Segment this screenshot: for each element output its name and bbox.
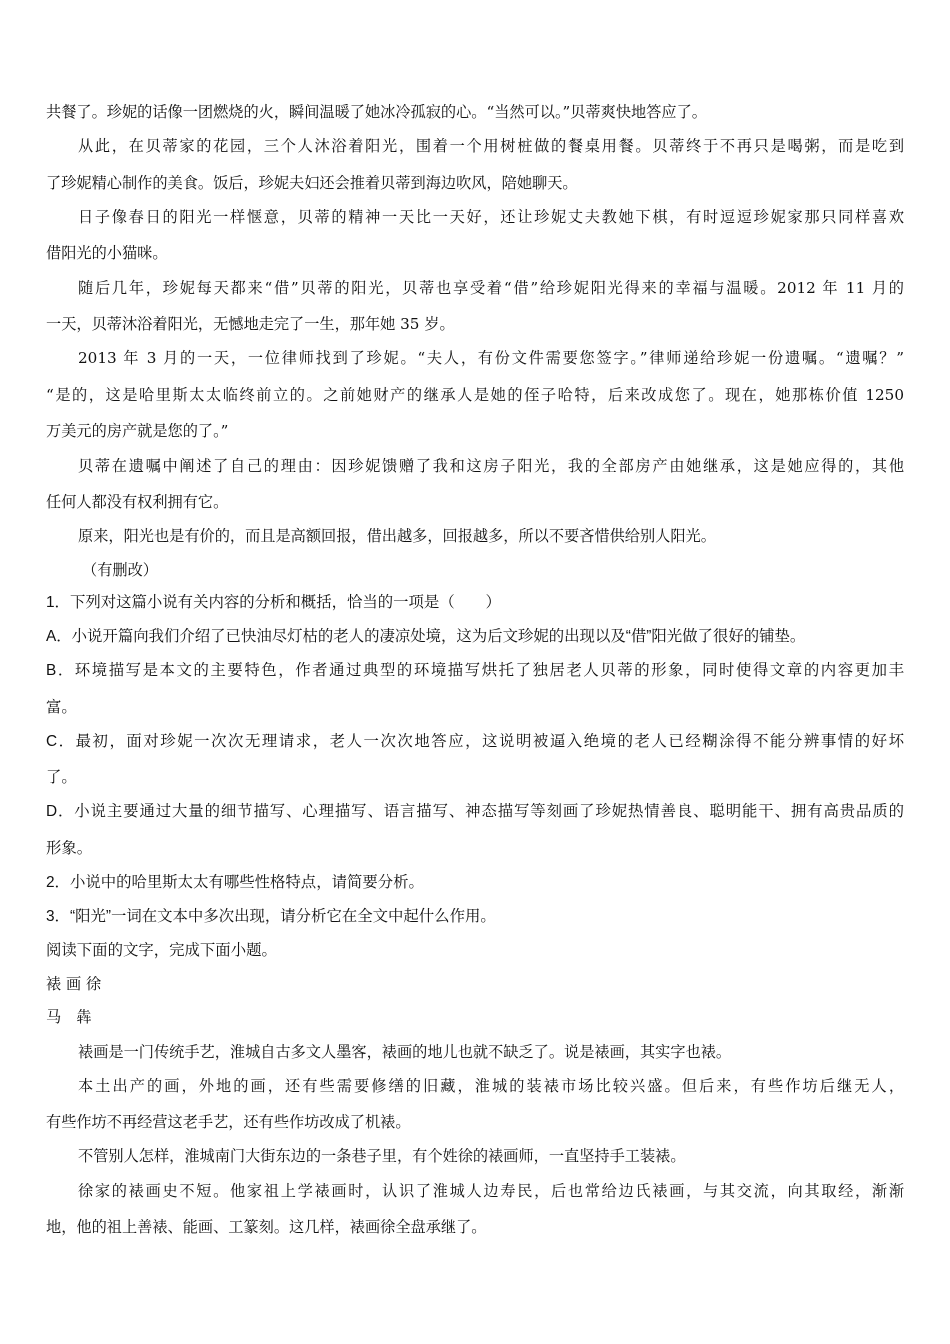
- paragraph-line: 裱画是一门传统手艺，淮城自古多文人墨客，裱画的地儿也就不缺乏了。说是裱画，其实字也裱。: [78, 1043, 732, 1061]
- paragraph-line: 了珍妮精心制作的美食。饭后，珍妮夫妇还会推着贝蒂到海边吹风，陪她聊天。: [46, 174, 578, 192]
- story-title: 裱 画 徐: [46, 975, 102, 993]
- option-c-cont: 了。: [46, 769, 77, 786]
- paragraph-line: 万美元的房产就是您的了。”: [46, 422, 229, 440]
- paragraph-line: 不管别人怎样，淮城南门大街东边的一条巷子里，有个姓徐的裱画师，一直坚持手工装裱。: [78, 1147, 686, 1165]
- paragraph-line: 从此，在贝蒂家的花园，三个人沐浴着阳光，围着一个用树桩做的餐桌用餐。贝蒂终于不再只是喝粥，而是吃到: [78, 137, 904, 155]
- paragraph-line: 2013 年 3 月的一天，一位律师找到了珍妮。“夫人，有份文件需要您签字。”律师递给珍妮一份遗嘱。“遗嘱？”: [78, 349, 904, 367]
- question-2: 2．小说中的哈里斯太太有哪些性格特点，请简要分析。: [46, 874, 424, 891]
- paragraph-line: 本土出产的画，外地的画，还有些需要修缮的旧藏，淮城的装裱市场比较兴盛。但后来，有些作坊后继无人，: [78, 1077, 904, 1095]
- paragraph-line: “是的，这是哈里斯太太临终前立的。之前她财产的继承人是她的侄子哈特，后来改成您了。现在，她那栋价值 1250: [46, 386, 904, 404]
- paragraph-line: 贝蒂在遗嘱中阐述了自己的理由：因珍妮馈赠了我和这房子阳光，我的全部房产由她继承，这是她应得的，其他: [78, 457, 904, 475]
- option-d: D．小说主要通过大量的细节描写、心理描写、语言描写、神态描写等刻画了珍妮热情善良、聪明能干、拥有高贵品质的: [46, 803, 904, 820]
- option-c: C．最初，面对珍妮一次次无理请求，老人一次次地答应，这说明被逼入绝境的老人已经糊涂得不能分辨事情的好坏: [46, 733, 904, 750]
- paragraph-line: 原来，阳光也是有价的，而且是高额回报，借出越多，回报越多，所以不要吝惜供给别人阳光。: [78, 527, 716, 545]
- paragraph-line: 随后几年，珍妮每天都来“借”贝蒂的阳光，贝蒂也享受着“借”给珍妮阳光得来的幸福与温暖。2012 年 11 月的: [78, 279, 904, 297]
- paragraph-line: 有些作坊不再经营这老手艺，还有些作坊改成了机裱。: [46, 1113, 411, 1131]
- option-a: A．小说开篇向我们介绍了已快油尽灯枯的老人的凄凉处境，这为后文珍妮的出现以及“借”阳光做了很好的铺垫。: [46, 628, 806, 645]
- option-d-cont: 形象。: [46, 840, 93, 857]
- paragraph-line: 日子像春日的阳光一样惬意，贝蒂的精神一天比一天好，还让珍妮丈夫教她下棋，有时逗逗珍妮家那只同样喜欢: [78, 208, 904, 226]
- paragraph-line: 共餐了。珍妮的话像一团燃烧的火，瞬间温暖了她冰冷孤寂的心。“当然可以。”贝蒂爽快地答应了。: [46, 103, 707, 121]
- question-3: 3．“阳光”一词在文本中多次出现，请分析它在全文中起什么作用。: [46, 908, 496, 925]
- source-note: （有删改）: [82, 561, 158, 579]
- question-1: 1．下列对这篇小说有关内容的分析和概括，恰当的一项是（ ）: [46, 594, 501, 611]
- paragraph-line: 借阳光的小猫咪。: [46, 244, 168, 262]
- paragraph-line: 地，他的祖上善裱、能画、工篆刻。这几样，裱画徐全盘承继了。: [46, 1218, 487, 1236]
- paragraph-line: 任何人都没有权利拥有它。: [46, 493, 229, 511]
- story-author: 马 犇: [46, 1008, 92, 1026]
- reading-instruction: 阅读下面的文字，完成下面小题。: [46, 942, 277, 959]
- paragraph-line: 徐家的裱画史不短。他家祖上学裱画时，认识了淮城人边寿民，后也常给边氏裱画，与其交流，向其取经，渐渐: [78, 1182, 904, 1200]
- option-b: B．环境描写是本文的主要特色，作者通过典型的环境描写烘托了独居老人贝蒂的形象，同时使得文章的内容更加丰: [46, 662, 904, 679]
- option-b-cont: 富。: [46, 699, 77, 716]
- paragraph-line: 一天，贝蒂沐浴着阳光，无憾地走完了一生，那年她 35 岁。: [46, 315, 455, 333]
